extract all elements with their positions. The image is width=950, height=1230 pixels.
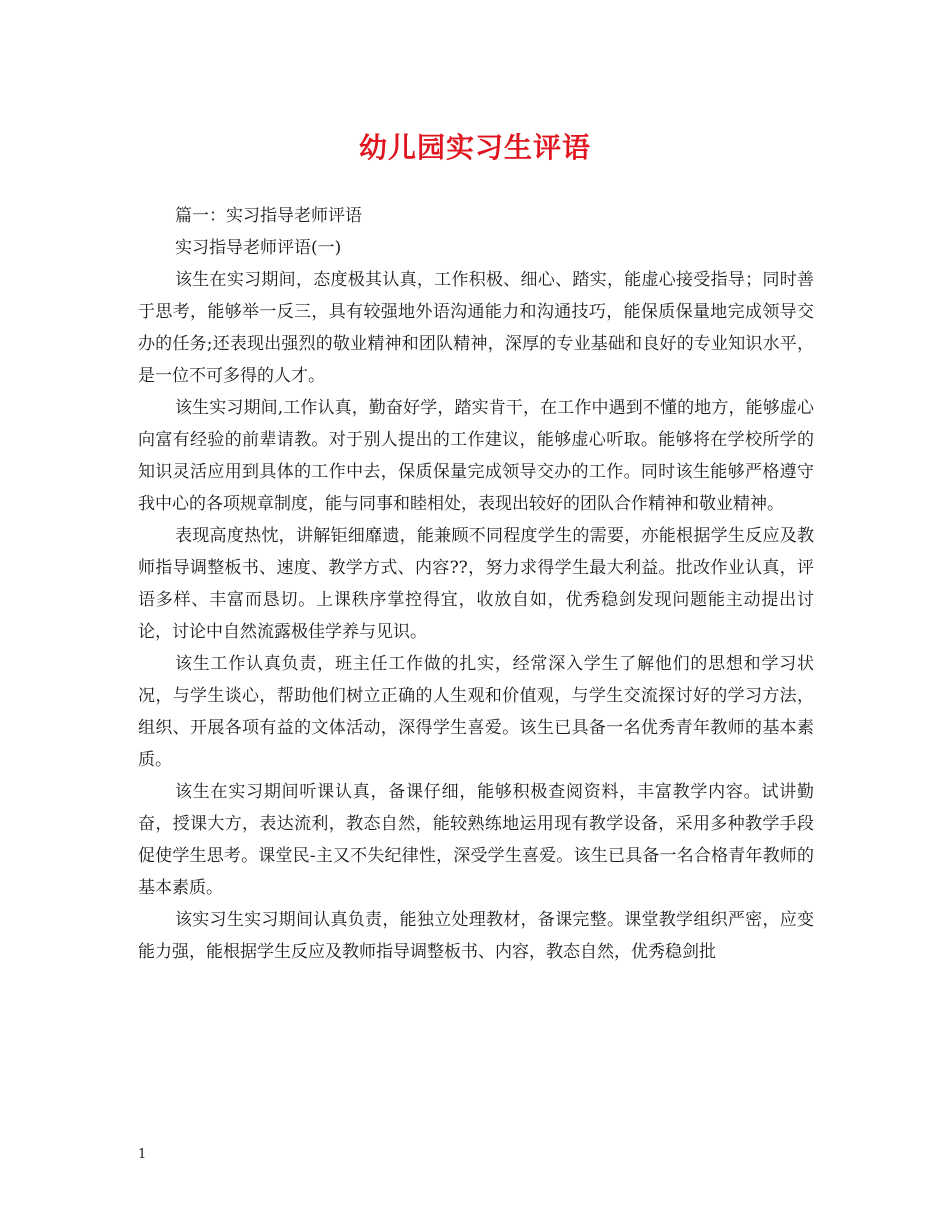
paragraph: 该生工作认真负责，班主任工作做的扎实，经常深入学生了解他们的思想和学习状况，与学生谈心，帮助他们树立正确的人生观和价值观，与学生交流探讨好的学习方法，组织、开展各项有益的文体活动，深得学生喜爱。该生已具备一名优秀青年教师的基本素质。 bbox=[138, 654, 814, 770]
subheading: 实习指导老师评语(一) bbox=[175, 238, 342, 258]
paragraph: 该生在实习期间，态度极其认真，工作积极、细心、踏实，能虚心接受指导；同时善于思考，能够举一反三，具有较强地外语沟通能力和沟通技巧，能保质保量地完成领导交办的任务;还表现出强烈的敬业精神和团队精神，深厚的专业基础和良好的专业知识水平，是一位不可多得的人才。 bbox=[138, 270, 814, 386]
section-heading: 篇一：实习指导老师评语 bbox=[175, 206, 362, 226]
document-body bbox=[138, 200, 814, 968]
paragraph: 表现高度热忱，讲解钜细靡遗，能兼顾不同程度学生的需要，亦能根据学生反应及教师指导调整板书、速度、教学方式、内容??，努力求得学生最大利益。批改作业认真，评语多样、丰富而恳切。上课秩序掌控得宜，收放自如，优秀稳剑发现问题能主动提出讨论，讨论中自然流露极佳学养与见识。 bbox=[138, 526, 814, 642]
paragraph: 该实习生实习期间认真负责，能独立处理教材，备课完整。课堂教学组织严密，应变能力强，能根据学生反应及教师指导调整板书、内容，教态自然，优秀稳剑批 bbox=[138, 910, 814, 962]
paragraph: 该生实习期间,工作认真，勤奋好学，踏实肯干，在工作中遇到不懂的地方，能够虚心向富有经验的前辈请教。对于别人提出的工作建议，能够虚心听取。能够将在学校所学的知识灵活应用到具体的工作中去，保质保量完成领导交办的工作。同时该生能够严格遵守我中心的各项规章制度，能与同事和睦相处，表现出较好的团队合作精神和敬业精神。 bbox=[138, 398, 814, 514]
page-number: 1 bbox=[138, 1147, 147, 1162]
document-title: 幼儿园实习生评语 bbox=[358, 131, 591, 164]
paragraph: 该生在实习期间听课认真，备课仔细，能够积极查阅资料，丰富教学内容。试讲勤奋，授课大方，表达流利，教态自然，能较熟练地运用现有教学设备，采用多种教学手段促使学生思考。课堂民-主又不失纪律性，深受学生喜爱。该生已具备一名合格青年教师的基本素质。 bbox=[138, 782, 814, 898]
